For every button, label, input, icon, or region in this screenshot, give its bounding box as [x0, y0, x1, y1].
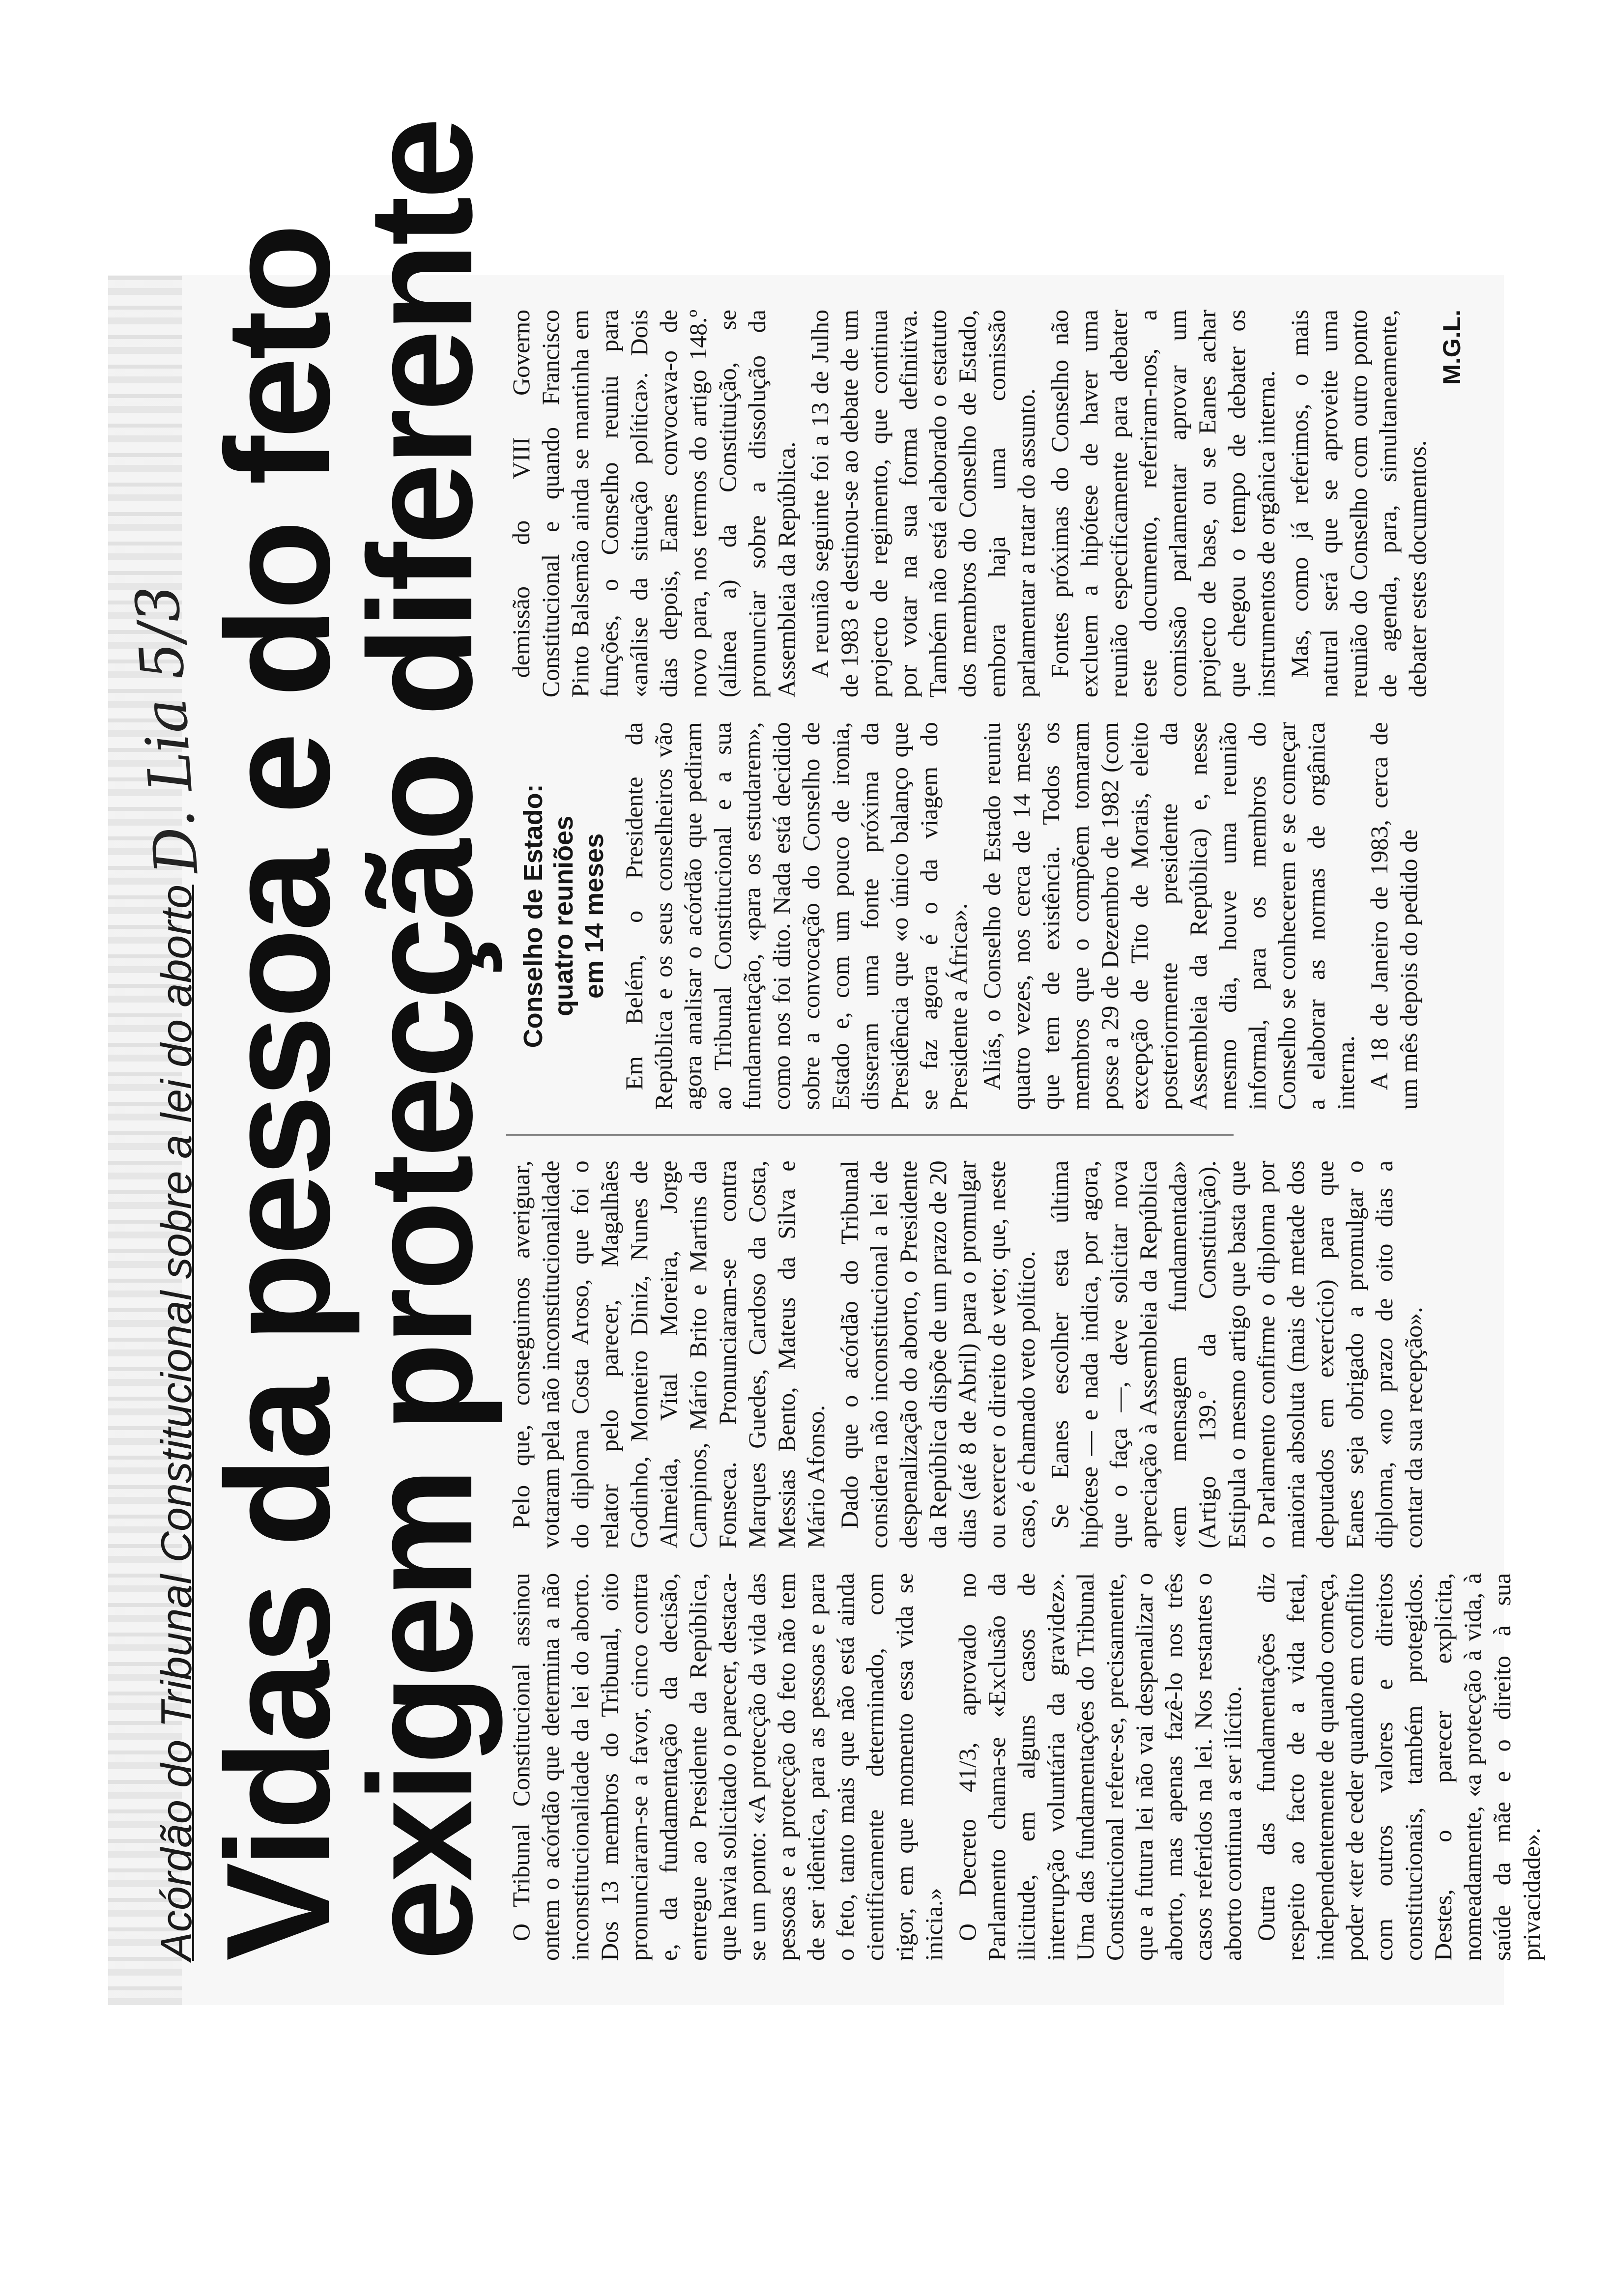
author-signature: M.G.L.: [1438, 310, 1466, 385]
article-headline: [195, 120, 503, 1961]
article-body: [506, 310, 1545, 1961]
column-2: [506, 1160, 1427, 1549]
subheading-line-1: Conselho de Estado:: [518, 784, 548, 1048]
column-1: [506, 1573, 1545, 1961]
handwritten-note: D. Lia 5/3: [123, 582, 212, 877]
column-3-paragraph-2: Aliás, o Conselho de Estado reuniu quatro vezes, nos cerca de 14 meses que tem de existência. Todos os membros que o compõem tomaram posse a 29 de Dezembro de 1982 (com excepção de Tito de Morais, eleito posteriormente presidente da Assembleia da República) e, nesse mesmo dia, houve uma reunião informal, para os membros do Conselho se conhecerem e se começar a elaborar as normas de orgânica interna.: [978, 722, 1359, 1110]
column-1-paragraph-3: Outra das fundamentações diz respeito ao facto de a vida fetal, independentemente de quando começa, poder «ter de ceder quando em conflito com outros valores e direitos constitucionais, também protegidos. Destes, o parecer explicita, nomeadamente, «a protecção à vida, à saúde da mãe e o direito à sua privacidade».: [1252, 1573, 1545, 1961]
column-1-paragraph-1: O Tribunal Constitucional assinou ontem o acórdão que determina a não inconstitucionalidade da lei do aborto. Dos 13 membros do Tribunal, oito pronunciaram-se a favor, cinco contra e, da fundamentação da decisão, entregue ao Presidente da República, que havia solicitado o parecer, destaca-se um ponto: «A protecção da vida das pessoas e a protecção do feto não tem de ser idêntica, para as pessoas e para o feto, tanto mais que não está ainda cientificamente determinado, com rigor, em que momento essa vida se inicia.»: [507, 1573, 948, 1961]
column-2-paragraph-2: Dado que o acórdão do Tribunal considera não inconstitucional a lei de despenalização do aborto, o Presidente da República dispõe de um prazo de 20 dias (até 8 de Abril) para o promulgar ou exercer o direito de veto; que, neste caso, é chamado veto político.: [835, 1160, 1040, 1549]
column-2-paragraph-3: Se Eanes escolher esta última hipótese — e nada indica, por agora, que o faça —, deve solicitar nova apreciação à Assembleia da República «em mensagem fundamentada» (Artigo 139.º da Constituição). Estipula o mesmo artigo que basta que o Parlamento confirme o diploma por maioria absoluta (mais de metade dos deputados em exercício) para que Eanes seja obrigado a promulgar o diploma, «no prazo de oito dias a contar da sua recepção».: [1046, 1160, 1427, 1549]
rotated-article: [108, 120, 1545, 2005]
subheading: [518, 722, 609, 1110]
column-4-paragraph-4: Mas, como já referimos, o mais natural será que se aproveite uma reunião do Conselho com outro ponto de agenda, para, simultaneamente, debater estes documentos.: [1286, 310, 1431, 698]
column-3-paragraph-1: Em Belém, o Presidente da República e os seus conselheiros vão agora analisar o acórdão que pediram ao Tribunal Constitucional e a sua fundamentação, «para os estudarem», como nos foi dito. Nada está decidido sobre a convocação do Conselho de Estado e, com um pouco de ironia, disseram uma fonte próxima da Presidência que «o único balanço que se faz agora é o da viagem do Presidente a África».: [620, 722, 972, 1110]
column-1-paragraph-2: O Decreto 41/3, aprovado no Parlamento chama-se «Exclusão da ilicitude, em alguns casos de interrupção voluntária da gravidez». Uma das fundamentações do Tribunal Constitucional refere-se, precisamente, que a futura lei não vai despenalizar o aborto, mas apenas fazê-lo nos três casos referidos na lei. Nos restantes o aborto continua a ser ilícito.: [953, 1573, 1246, 1961]
column-3-paragraph-3: A 18 de Janeiro de 1983, cerca de um mês depois do pedido de: [1365, 722, 1422, 1110]
column-4-paragraph-3: Fontes próximas do Conselho não excluem a hipótese de haver uma reunião especificamente para debater este documento, referiram-nos, a comissão parlamentar aprovar um projecto de base, ou se Eanes achar que chegou o tempo de debater os instrumentos de orgânica interna.: [1046, 310, 1280, 698]
subheading-line-3: em 14 meses: [579, 833, 609, 999]
article-kicker: Acórdão do Tribunal Constitucional sobre a lei do aborto: [152, 885, 201, 1961]
kicker-row: [123, 310, 212, 1961]
column-2-paragraph-1: Pelo que, conseguimos averiguar, votaram pela não inconstitucionalidade do diploma Costa Aroso, que foi o relator pelo parecer, Magalhães Godinho, Monteiro Diniz, Nunes de Almeida, Vital Moreira, Jorge Campinos, Mário Brito e Martins da Fonseca. Pronunciaram-se contra Marques Guedes, Cardoso da Costa, Messias Bento, Mateus da Silva e Mário Afonso.: [507, 1160, 830, 1549]
newspaper-clipping: [108, 120, 1545, 2005]
headline-line-2: exigem protecção diferente: [338, 120, 503, 1961]
column-4-paragraph-1: demissão do VIII Governo Constitucional e quando Francisco Pinto Balsemão ainda se mantinha em funções, o Conselho reuniu para «análise da situação política». Dois dias depois, Eanes convocava-o de novo para, nos termos do artigo 148.º (alínea a) da Constituição, se pronunciar sobre a dissolução da Assembleia da República.: [507, 310, 800, 698]
headline-line-1: Vidas da pessoa e do feto: [195, 227, 360, 1961]
subheading-line-2: quatro reuniões: [549, 815, 578, 1016]
column-4: [506, 310, 1466, 698]
column-4-paragraph-2: A reunião seguinte foi a 13 de Julho de 1983 e destinou-se ao debate de um projecto de regimento, que continua por votar na sua forma definitiva. Também não está elaborado o estatuto dos membros do Conselho de Estado, embora haja uma comissão parlamentar a tratar do assunto.: [806, 310, 1040, 698]
column-3: [506, 722, 1422, 1110]
column-divider: [506, 1135, 1234, 1136]
